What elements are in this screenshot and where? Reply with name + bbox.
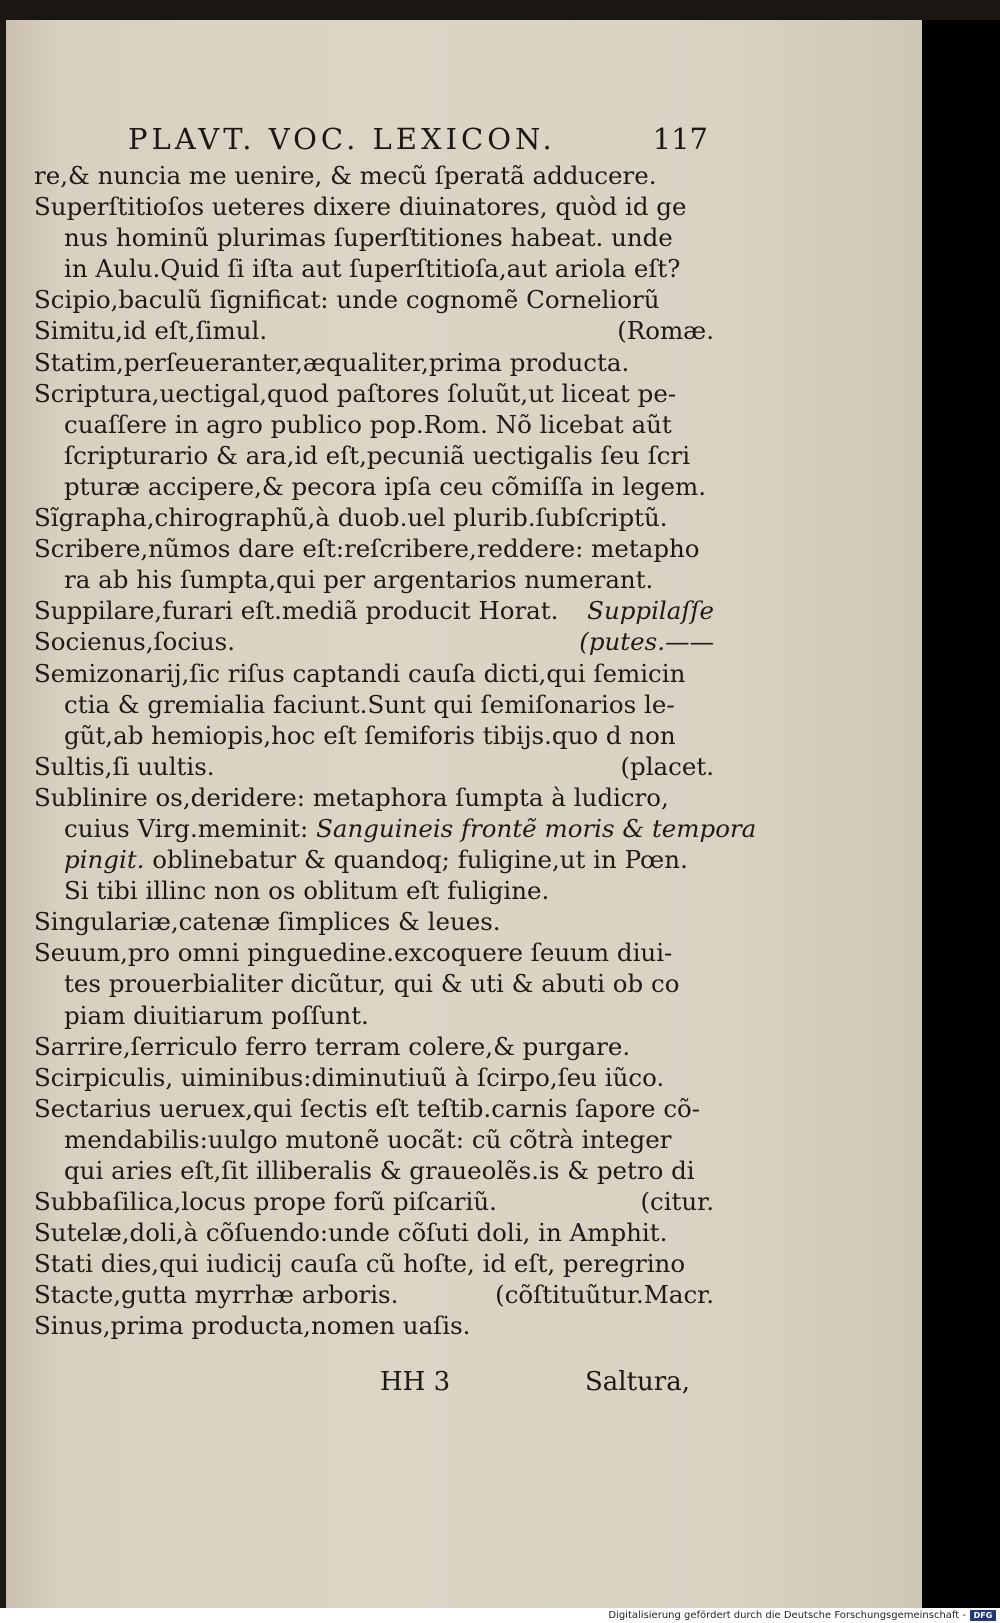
text-line (34, 751, 714, 782)
text-line (34, 875, 714, 906)
text-line (34, 813, 757, 844)
scan-background (922, 20, 1000, 1608)
line-text: Sutelæ,doli,à cõſuendo:unde cõſuti doli, in Amphit. (34, 1218, 668, 1248)
line-text: piam diuitiarum poſſunt. (64, 1000, 369, 1030)
line-text: Scirpiculis, uiminibus:diminutiuũ à ſcirpo,ſeu iũco. (34, 1062, 665, 1092)
text-line (34, 253, 714, 284)
text-line (34, 191, 714, 222)
text-line (34, 378, 714, 409)
line-text: Singulariæ,catenæ ſimplices & leues. (34, 907, 501, 937)
text-line (34, 409, 714, 440)
line-text: in Aulu.Quid ſi iſta aut ſuperſtitioſa,aut ariola eſt? (64, 254, 681, 284)
line-tail: oblinebatur & quandoq; fuligine,ut in Pœn. (152, 845, 688, 875)
text-line (34, 1155, 714, 1186)
text-line (34, 1124, 714, 1155)
line-text: Sultis,ſi uultis. (34, 751, 215, 781)
line-tail: Sanguineis frontẽ moris & tempora (316, 813, 757, 843)
line-text: Superſtitioſos ueteres dixere diuinatores, quòd id ge (34, 192, 687, 222)
line-text: gũt,ab hemiopis,hoc eſt ſemiforis tibijs.quo d non (64, 720, 676, 750)
text-line (34, 502, 714, 533)
line-right-note: (cõſtituũtur.Macr. (495, 1280, 714, 1310)
text-line (34, 782, 714, 813)
line-text: pingit. (64, 845, 145, 875)
text-line (34, 222, 714, 253)
line-text: pturæ accipere,& pecora ipſa ceu cõmiſſa in legem. (64, 471, 707, 501)
credit-text: Digitalisierung gefördert durch die Deutsche Forschungsgemeinschaft - (608, 1610, 966, 1621)
line-text: Sublinire os,deridere: metaphora ſumpta à ludicro, (34, 782, 669, 812)
line-text: Sinus,prima producta,nomen uaſis. (34, 1311, 471, 1341)
line-text: Suppilare,furari eſt.mediã producit Horat. (34, 596, 559, 626)
line-text: Seuum,pro omni pinguedine.excoquere ſeuum diui- (34, 938, 673, 968)
line-text: re,& nuncia me uenire, & mecũ ſperatã adducere. (34, 161, 657, 190)
text-line (34, 844, 714, 875)
line-text: Si tibi illinc non os oblitum eſt fuligine. (64, 876, 550, 906)
line-text: ſcripturario & ara,id eſt,pecuniã uectigalis ſeu ſcri (64, 440, 691, 470)
line-right-note: (Romæ. (617, 316, 714, 346)
text-line (34, 1279, 714, 1310)
line-text: cuius Virg.meminit: (64, 813, 309, 843)
line-text: Semizonarij,ſic riſus captandi cauſa dicti,qui ſemicin (34, 658, 686, 688)
page-footer (380, 1367, 690, 1403)
text-line (34, 968, 714, 999)
digitization-credit (0, 1608, 1000, 1623)
page-number: 117 (652, 122, 708, 156)
text-line (34, 315, 714, 346)
line-text: Simitu,id eſt,ſimul. (34, 316, 268, 346)
text-line (34, 284, 714, 315)
line-right-note: (putes.—— (579, 627, 714, 657)
line-text: tes prouerbialiter dicũtur, qui & uti & abuti ob co (64, 969, 680, 999)
line-text: mendabilis:uulgo mutonẽ uocãt: cũ cõtrà integer (64, 1124, 672, 1154)
line-right-note: (placet. (620, 751, 714, 781)
text-line (34, 1093, 714, 1124)
text-line (34, 160, 714, 191)
line-text: qui aries eſt,ſit illiberalis & graueolẽs.is & petro di (64, 1156, 695, 1185)
text-line (34, 720, 714, 751)
line-text: ctia & gremialia faciunt.Sunt qui ſemiſonarios le- (64, 689, 675, 719)
text-line (34, 1186, 714, 1217)
line-right-note: (citur. (640, 1187, 714, 1217)
line-text: Socienus,ſocius. (34, 627, 236, 657)
line-text: nus hominũ plurimas ſuperſtitiones habeat. unde (64, 223, 673, 253)
text-line (34, 564, 714, 595)
line-right-note: Suppilaſſe (587, 596, 714, 626)
text-line (34, 595, 714, 626)
running-title: PLAVT. VOC. LEXICON. (128, 122, 556, 156)
line-text: Subbaſilica,locus prope forũ piſcariũ. (34, 1187, 497, 1217)
line-text: Sectarius ueruex,qui ſectis eſt teſtib.carnis ſapore cõ- (34, 1093, 701, 1123)
line-text: Stacte,gutta myrrhæ arboris. (34, 1280, 399, 1310)
text-line (34, 1310, 714, 1341)
catchword: Saltura, (584, 1367, 690, 1397)
line-text: Sĩgrapha,chirographũ,à duob.uel plurib.ſubſcriptũ. (34, 503, 668, 533)
text-line (34, 689, 714, 720)
running-header (128, 122, 708, 162)
text-line (34, 440, 714, 471)
text-line (34, 1031, 714, 1062)
line-text: cuaſſere in agro publico pop.Rom. Nõ licebat aũt (64, 409, 672, 439)
text-line (34, 533, 714, 564)
line-text: ra ab his ſumpta,qui per argentarios numerant. (64, 565, 654, 595)
text-line (34, 1000, 714, 1031)
lexicon-text (34, 160, 757, 1342)
signature-mark: HH 3 (380, 1367, 451, 1397)
text-line (34, 658, 714, 689)
line-text: Statim,perſeueranter,æqualiter,prima producta. (34, 347, 630, 377)
text-line (34, 906, 714, 937)
text-line (34, 347, 714, 378)
text-line (34, 1062, 714, 1093)
text-line (34, 471, 714, 502)
text-line (34, 1217, 714, 1248)
line-text: Scriptura,uectigal,quod paſtores ſoluũt,ut liceat pe- (34, 378, 677, 408)
line-text: Stati dies,qui iudicij cauſa cũ hoſte, id eſt, peregrino (34, 1249, 686, 1279)
line-text: Scribere,nũmos dare eſt:reſcribere,reddere: metapho (34, 534, 700, 564)
line-text: Scipio,baculũ ſignificat: unde cognomẽ Corneliorũ (34, 285, 660, 315)
dfg-logo: DFG (970, 1610, 996, 1621)
line-text: Sarrire,ſerriculo ferro terram colere,& purgare. (34, 1031, 631, 1061)
text-line (34, 1248, 714, 1279)
text-line (34, 937, 714, 968)
text-line (34, 626, 714, 657)
